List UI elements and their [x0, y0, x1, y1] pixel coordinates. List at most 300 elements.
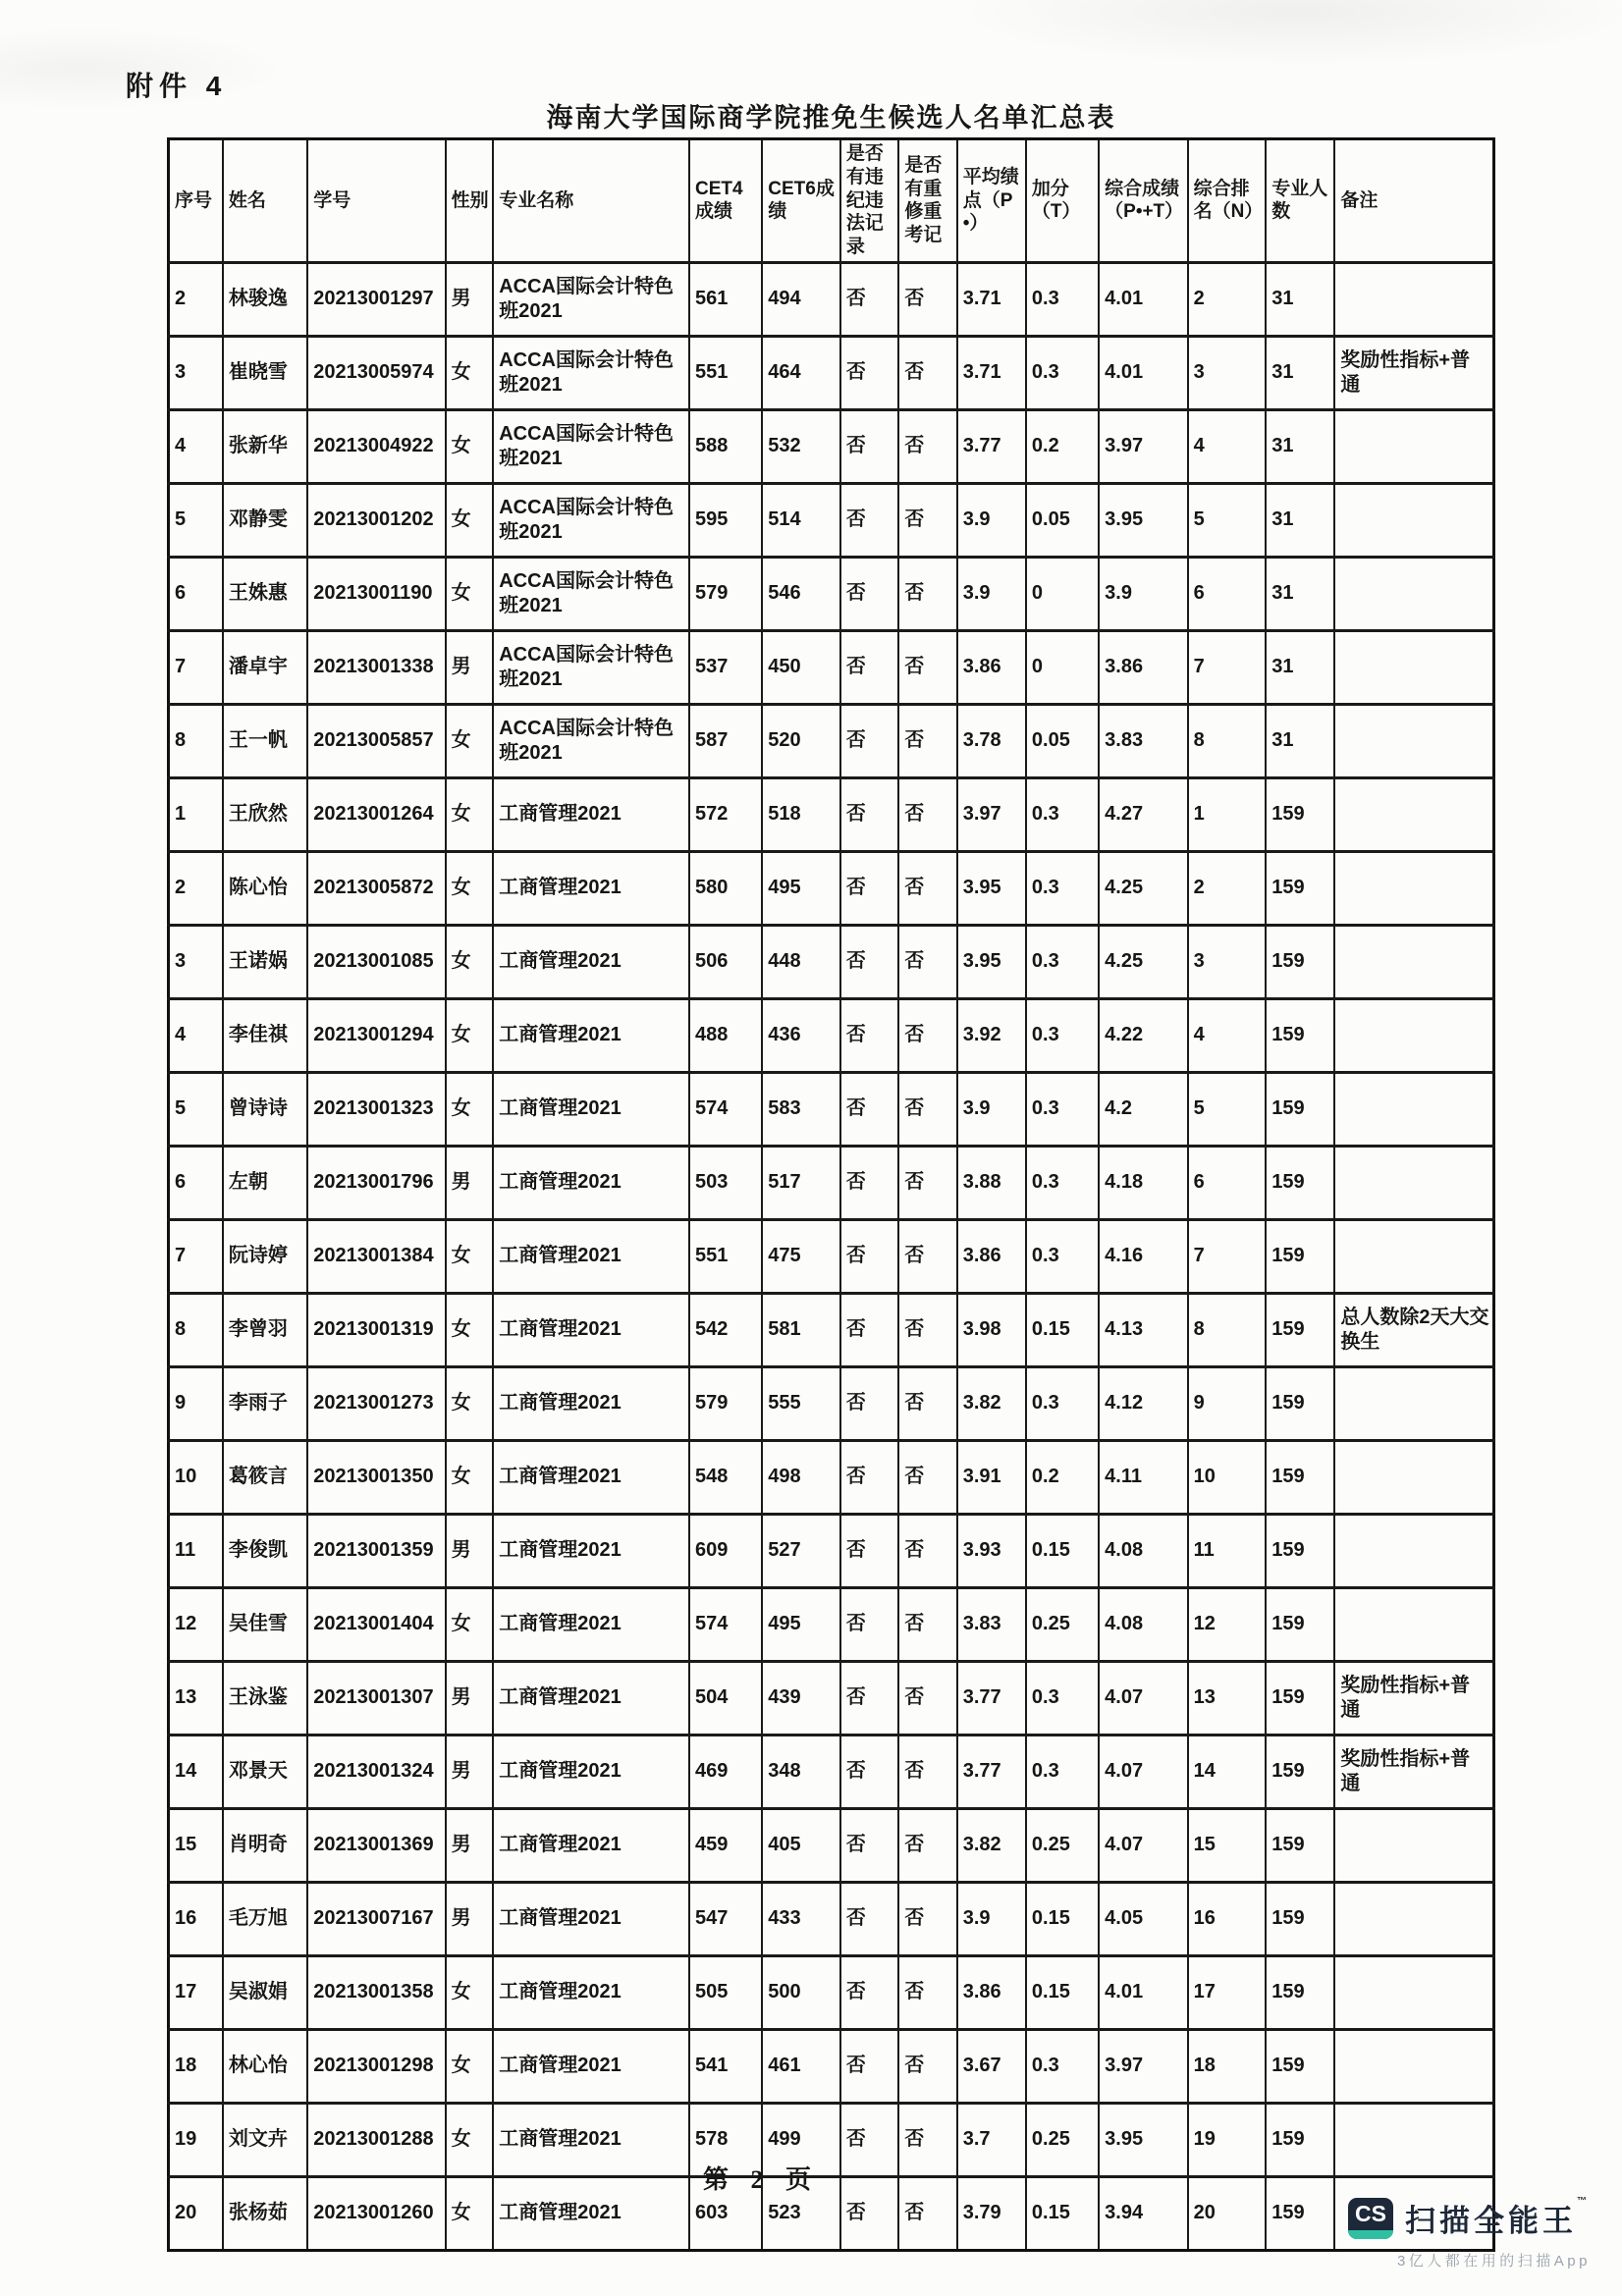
column-header-composite-score: 综合成绩（P•+T）: [1099, 139, 1187, 263]
cell-composite-score: 4.12: [1099, 1366, 1187, 1440]
cell-index: 7: [169, 1219, 223, 1293]
cell-major-count: 159: [1266, 1735, 1334, 1808]
cell-remark: [1334, 1955, 1493, 2029]
cell-cet6: 499: [762, 2103, 840, 2176]
table-row: [169, 2029, 1494, 2103]
cell-retake-record: 否: [898, 851, 956, 925]
camscanner-icon-teal-bar: [1348, 2230, 1393, 2239]
cell-index: 2: [169, 262, 223, 336]
cell-name: 崔晓雪: [223, 336, 307, 409]
cell-student-id: 20213005857: [307, 704, 445, 777]
cell-student-id: 20213005872: [307, 851, 445, 925]
cell-major: 工商管理2021: [493, 1293, 689, 1366]
table-row: [169, 1219, 1494, 1293]
cell-remark: 奖励性指标+普通: [1334, 1661, 1493, 1735]
table-row: [169, 630, 1494, 704]
table-row: [169, 1955, 1494, 2029]
cell-rank: 17: [1188, 1955, 1267, 2029]
cell-composite-score: 4.08: [1099, 1587, 1187, 1661]
cell-gpa: 3.82: [957, 1366, 1026, 1440]
cell-discipline-record: 否: [840, 851, 898, 925]
cell-composite-score: 4.25: [1099, 925, 1187, 998]
table-row: [169, 1882, 1494, 1955]
cell-remark: [1334, 409, 1493, 483]
cell-gpa: 3.9: [957, 1072, 1026, 1146]
cell-retake-record: 否: [898, 1955, 956, 2029]
cell-name: 张杨茹: [223, 2176, 307, 2250]
cell-name: 李佳祺: [223, 998, 307, 1072]
cell-gpa: 3.95: [957, 851, 1026, 925]
cell-rank: 18: [1188, 2029, 1267, 2103]
cell-rank: 8: [1188, 1293, 1267, 1366]
cell-cet6: 514: [762, 483, 840, 557]
cell-index: 19: [169, 2103, 223, 2176]
cell-retake-record: 否: [898, 630, 956, 704]
cell-major: ACCA国际会计特色班2021: [493, 630, 689, 704]
cell-rank: 14: [1188, 1735, 1267, 1808]
cell-index: 1: [169, 777, 223, 851]
cell-cet6: 527: [762, 1514, 840, 1587]
cell-rank: 4: [1188, 998, 1267, 1072]
cell-cet4: 537: [689, 630, 762, 704]
cell-gpa: 3.71: [957, 262, 1026, 336]
cell-remark: [1334, 1219, 1493, 1293]
cell-bonus: 0.3: [1026, 262, 1099, 336]
cell-gpa: 3.92: [957, 998, 1026, 1072]
cell-rank: 13: [1188, 1661, 1267, 1735]
cell-remark: [1334, 262, 1493, 336]
cell-cet6: 494: [762, 262, 840, 336]
cell-remark: [1334, 483, 1493, 557]
cell-bonus: 0.15: [1026, 1514, 1099, 1587]
cell-student-id: 20213001297: [307, 262, 445, 336]
cell-student-id: 20213001323: [307, 1072, 445, 1146]
cell-composite-score: 4.22: [1099, 998, 1187, 1072]
cell-discipline-record: 否: [840, 1440, 898, 1514]
cell-name: 邓景天: [223, 1735, 307, 1808]
cell-cet4: 505: [689, 1955, 762, 2029]
cell-index: 3: [169, 925, 223, 998]
cell-name: 左朝: [223, 1146, 307, 1219]
attachment-label: 附件 4: [126, 71, 228, 101]
camscanner-app-name-text: 扫描全能王: [1405, 2204, 1577, 2238]
cell-major: 工商管理2021: [493, 998, 689, 1072]
cell-remark: [1334, 2029, 1493, 2103]
cell-major: 工商管理2021: [493, 777, 689, 851]
cell-major: 工商管理2021: [493, 1808, 689, 1882]
cell-composite-score: 4.16: [1099, 1219, 1187, 1293]
cell-index: 6: [169, 1146, 223, 1219]
cell-major-count: 159: [1266, 1882, 1334, 1955]
cell-cet4: 572: [689, 777, 762, 851]
cell-index: 5: [169, 483, 223, 557]
cell-name: 曾诗诗: [223, 1072, 307, 1146]
cell-discipline-record: 否: [840, 2103, 898, 2176]
cell-bonus: 0: [1026, 630, 1099, 704]
cell-retake-record: 否: [898, 2176, 956, 2250]
cell-remark: [1334, 704, 1493, 777]
cell-cet6: 405: [762, 1808, 840, 1882]
cell-retake-record: 否: [898, 1882, 956, 1955]
cell-discipline-record: 否: [840, 409, 898, 483]
cell-student-id: 20213001294: [307, 998, 445, 1072]
cell-index: 16: [169, 1882, 223, 1955]
cell-cet6: 583: [762, 1072, 840, 1146]
cell-remark: [1334, 557, 1493, 630]
cell-composite-score: 3.97: [1099, 409, 1187, 483]
cell-composite-score: 4.07: [1099, 1808, 1187, 1882]
cell-discipline-record: 否: [840, 1955, 898, 2029]
cell-student-id: 20213001338: [307, 630, 445, 704]
cell-remark: 奖励性指标+普通: [1334, 1735, 1493, 1808]
cell-remark: [1334, 1366, 1493, 1440]
cell-name: 肖明奇: [223, 1808, 307, 1882]
cell-discipline-record: 否: [840, 704, 898, 777]
table-row: [169, 557, 1494, 630]
cell-index: 11: [169, 1514, 223, 1587]
cell-composite-score: 4.05: [1099, 1882, 1187, 1955]
cell-cet6: 518: [762, 777, 840, 851]
cell-discipline-record: 否: [840, 1514, 898, 1587]
cell-index: 6: [169, 557, 223, 630]
cell-index: 13: [169, 1661, 223, 1735]
cell-name: 陈心怡: [223, 851, 307, 925]
cell-gender: 女: [446, 409, 494, 483]
cell-cet6: 433: [762, 1882, 840, 1955]
cell-major-count: 31: [1266, 262, 1334, 336]
cell-gpa: 3.79: [957, 2176, 1026, 2250]
cell-cet6: 581: [762, 1293, 840, 1366]
cell-composite-score: 4.07: [1099, 1735, 1187, 1808]
table-row: [169, 1366, 1494, 1440]
cell-cet6: 436: [762, 998, 840, 1072]
trademark-symbol: ™: [1577, 2196, 1591, 2207]
cell-gpa: 3.86: [957, 1219, 1026, 1293]
cell-major-count: 159: [1266, 1661, 1334, 1735]
cell-name: 林骏逸: [223, 262, 307, 336]
cell-discipline-record: 否: [840, 1146, 898, 1219]
cell-student-id: 20213005974: [307, 336, 445, 409]
cell-rank: 11: [1188, 1514, 1267, 1587]
cell-major-count: 159: [1266, 1514, 1334, 1587]
cell-student-id: 20213001404: [307, 1587, 445, 1661]
cell-rank: 7: [1188, 630, 1267, 704]
cell-major: ACCA国际会计特色班2021: [493, 483, 689, 557]
cell-major-count: 31: [1266, 557, 1334, 630]
cell-student-id: 20213001202: [307, 483, 445, 557]
cell-major: 工商管理2021: [493, 925, 689, 998]
cell-name: 潘卓宇: [223, 630, 307, 704]
cell-gpa: 3.9: [957, 557, 1026, 630]
cell-gpa: 3.83: [957, 1587, 1026, 1661]
page-number: 第 2 页: [702, 2165, 819, 2194]
cell-gpa: 3.77: [957, 409, 1026, 483]
cell-discipline-record: 否: [840, 262, 898, 336]
cell-bonus: 0.3: [1026, 2029, 1099, 2103]
cell-student-id: 20213001273: [307, 1366, 445, 1440]
cell-student-id: 20213001358: [307, 1955, 445, 2029]
cell-index: 17: [169, 1955, 223, 2029]
cell-major-count: 159: [1266, 1146, 1334, 1219]
cell-remark: [1334, 1072, 1493, 1146]
cell-name: 李俊凯: [223, 1514, 307, 1587]
cell-cet4: 603: [689, 2176, 762, 2250]
table-row: [169, 262, 1494, 336]
cell-major: 工商管理2021: [493, 1146, 689, 1219]
cell-bonus: 0.25: [1026, 1587, 1099, 1661]
cell-major: ACCA国际会计特色班2021: [493, 409, 689, 483]
table-row: [169, 851, 1494, 925]
cell-student-id: 20213001796: [307, 1146, 445, 1219]
cell-rank: 10: [1188, 1440, 1267, 1514]
cell-composite-score: 4.2: [1099, 1072, 1187, 1146]
cell-composite-score: 3.97: [1099, 2029, 1187, 2103]
column-header-index: 序号: [169, 139, 223, 263]
cell-gender: 女: [446, 2029, 494, 2103]
table-row: [169, 1735, 1494, 1808]
cell-name: 林心怡: [223, 2029, 307, 2103]
cell-major: 工商管理2021: [493, 1955, 689, 2029]
cell-major: 工商管理2021: [493, 1514, 689, 1587]
cell-retake-record: 否: [898, 1661, 956, 1735]
cell-composite-score: 3.9: [1099, 557, 1187, 630]
cell-major-count: 159: [1266, 2029, 1334, 2103]
cell-rank: 3: [1188, 336, 1267, 409]
cell-retake-record: 否: [898, 1514, 956, 1587]
cell-name: 王欣然: [223, 777, 307, 851]
cell-student-id: 20213001319: [307, 1293, 445, 1366]
table-row: [169, 925, 1494, 998]
cell-gpa: 3.98: [957, 1293, 1026, 1366]
cell-name: 邓静雯: [223, 483, 307, 557]
cell-gender: 男: [446, 1661, 494, 1735]
column-header-gender: 性别: [446, 139, 494, 263]
cell-major-count: 31: [1266, 409, 1334, 483]
cell-remark: [1334, 1514, 1493, 1587]
cell-bonus: 0.3: [1026, 925, 1099, 998]
cell-discipline-record: 否: [840, 336, 898, 409]
cell-discipline-record: 否: [840, 1735, 898, 1808]
cell-discipline-record: 否: [840, 630, 898, 704]
cell-retake-record: 否: [898, 704, 956, 777]
column-header-major-count: 专业人数: [1266, 139, 1334, 263]
cell-major-count: 31: [1266, 336, 1334, 409]
cell-cet4: 579: [689, 1366, 762, 1440]
table-row: [169, 1808, 1494, 1882]
cell-discipline-record: 否: [840, 1882, 898, 1955]
cell-retake-record: 否: [898, 1219, 956, 1293]
cell-gender: 女: [446, 925, 494, 998]
column-header-retake-record: 是否有重修重考记: [898, 139, 956, 263]
cell-index: 12: [169, 1587, 223, 1661]
cell-bonus: 0.3: [1026, 1072, 1099, 1146]
cell-discipline-record: 否: [840, 1293, 898, 1366]
cell-rank: 5: [1188, 1072, 1267, 1146]
cell-rank: 3: [1188, 925, 1267, 998]
cell-cet4: 580: [689, 851, 762, 925]
cell-major: 工商管理2021: [493, 1882, 689, 1955]
cell-gpa: 3.91: [957, 1440, 1026, 1514]
cell-cet6: 495: [762, 1587, 840, 1661]
cell-major-count: 159: [1266, 851, 1334, 925]
cell-name: 李曾羽: [223, 1293, 307, 1366]
cell-bonus: 0.3: [1026, 851, 1099, 925]
cell-cet6: 461: [762, 2029, 840, 2103]
cell-bonus: 0.3: [1026, 998, 1099, 1072]
cell-gender: 女: [446, 557, 494, 630]
cell-gender: 女: [446, 1293, 494, 1366]
cell-bonus: 0.25: [1026, 1808, 1099, 1882]
cell-remark: [1334, 851, 1493, 925]
table-row: [169, 1514, 1494, 1587]
cell-student-id: 20213001190: [307, 557, 445, 630]
cell-retake-record: 否: [898, 1072, 956, 1146]
cell-cet4: 587: [689, 704, 762, 777]
cell-cet6: 495: [762, 851, 840, 925]
cell-index: 5: [169, 1072, 223, 1146]
cell-bonus: 0.15: [1026, 1955, 1099, 2029]
cell-name: 刘文卉: [223, 2103, 307, 2176]
cell-bonus: 0: [1026, 557, 1099, 630]
cell-gender: 女: [446, 1587, 494, 1661]
cell-bonus: 0.2: [1026, 409, 1099, 483]
cell-cet4: 561: [689, 262, 762, 336]
cell-rank: 15: [1188, 1808, 1267, 1882]
cell-bonus: 0.15: [1026, 2176, 1099, 2250]
cell-cet6: 532: [762, 409, 840, 483]
cell-retake-record: 否: [898, 777, 956, 851]
table-row: [169, 483, 1494, 557]
cell-student-id: 20213004922: [307, 409, 445, 483]
cell-remark: [1334, 1146, 1493, 1219]
cell-rank: 19: [1188, 2103, 1267, 2176]
cell-cet6: 498: [762, 1440, 840, 1514]
cell-student-id: 20213001324: [307, 1735, 445, 1808]
column-header-discipline-record: 是否有违纪违法记录: [840, 139, 898, 263]
cell-major-count: 31: [1266, 704, 1334, 777]
cell-cet6: 546: [762, 557, 840, 630]
cell-gpa: 3.97: [957, 777, 1026, 851]
camscanner-tagline: 3亿人都在用的扫描App: [1396, 2253, 1591, 2269]
cell-name: 吴佳雪: [223, 1587, 307, 1661]
column-header-major: 专业名称: [493, 139, 689, 263]
cell-retake-record: 否: [898, 1366, 956, 1440]
table-row: [169, 1293, 1494, 1366]
table-row: [169, 777, 1494, 851]
table-row: [169, 1440, 1494, 1514]
cell-cet6: 500: [762, 1955, 840, 2029]
column-header-cet6: CET6成绩: [762, 139, 840, 263]
cell-major: 工商管理2021: [493, 851, 689, 925]
cell-gender: 男: [446, 1808, 494, 1882]
cell-remark: [1334, 998, 1493, 1072]
cell-major-count: 159: [1266, 925, 1334, 998]
cell-gpa: 3.86: [957, 1955, 1026, 2029]
cell-rank: 2: [1188, 262, 1267, 336]
cell-composite-score: 4.11: [1099, 1440, 1187, 1514]
cell-major: 工商管理2021: [493, 1661, 689, 1735]
cell-cet4: 578: [689, 2103, 762, 2176]
cell-bonus: 0.3: [1026, 336, 1099, 409]
cell-index: 18: [169, 2029, 223, 2103]
cell-rank: 2: [1188, 851, 1267, 925]
cell-composite-score: 4.01: [1099, 1955, 1187, 2029]
cell-cet6: 475: [762, 1219, 840, 1293]
cell-retake-record: 否: [898, 2103, 956, 2176]
cell-remark: [1334, 1440, 1493, 1514]
cell-composite-score: 4.07: [1099, 1661, 1187, 1735]
cell-major-count: 159: [1266, 1955, 1334, 2029]
cell-cet4: 588: [689, 409, 762, 483]
column-header-name: 姓名: [223, 139, 307, 263]
cell-gender: 女: [446, 851, 494, 925]
cell-rank: 20: [1188, 2176, 1267, 2250]
cell-major: 工商管理2021: [493, 1735, 689, 1808]
cell-major-count: 159: [1266, 1808, 1334, 1882]
cell-cet6: 520: [762, 704, 840, 777]
cell-remark: [1334, 1587, 1493, 1661]
cell-retake-record: 否: [898, 1808, 956, 1882]
cell-index: 7: [169, 630, 223, 704]
cell-cet6: 448: [762, 925, 840, 998]
cell-cet4: 595: [689, 483, 762, 557]
cell-cet4: 547: [689, 1882, 762, 1955]
cell-discipline-record: 否: [840, 2029, 898, 2103]
cell-composite-score: 3.83: [1099, 704, 1187, 777]
cell-cet6: 555: [762, 1366, 840, 1440]
cell-student-id: 20213001288: [307, 2103, 445, 2176]
cell-discipline-record: 否: [840, 1366, 898, 1440]
cell-gender: 男: [446, 1514, 494, 1587]
cell-gender: 男: [446, 1146, 494, 1219]
cell-name: 王诺娲: [223, 925, 307, 998]
cell-major: 工商管理2021: [493, 1072, 689, 1146]
cell-student-id: 20213001384: [307, 1219, 445, 1293]
cell-remark: 奖励性指标+普通: [1334, 336, 1493, 409]
cell-rank: 6: [1188, 1146, 1267, 1219]
cell-major: ACCA国际会计特色班2021: [493, 557, 689, 630]
cell-bonus: 0.3: [1026, 1735, 1099, 1808]
table-row: [169, 1661, 1494, 1735]
cell-name: 吴淑娟: [223, 1955, 307, 2029]
cell-bonus: 0.05: [1026, 704, 1099, 777]
cell-rank: 8: [1188, 704, 1267, 777]
cell-cet6: 517: [762, 1146, 840, 1219]
cell-bonus: 0.25: [1026, 2103, 1099, 2176]
cell-remark: [1334, 925, 1493, 998]
cell-cet4: 504: [689, 1661, 762, 1735]
cell-bonus: 0.3: [1026, 1366, 1099, 1440]
cell-retake-record: 否: [898, 409, 956, 483]
cell-major-count: 159: [1266, 1587, 1334, 1661]
cell-rank: 4: [1188, 409, 1267, 483]
cell-cet4: 541: [689, 2029, 762, 2103]
document-title: 海南大学国际商学院推免生候选人名单汇总表: [546, 103, 1116, 133]
table-row: [169, 1072, 1494, 1146]
cell-retake-record: 否: [898, 2029, 956, 2103]
cell-cet4: 503: [689, 1146, 762, 1219]
cell-bonus: 0.3: [1026, 1661, 1099, 1735]
column-header-gpa: 平均绩点（P•）: [957, 139, 1026, 263]
cell-gpa: 3.78: [957, 704, 1026, 777]
cell-student-id: 20213007167: [307, 1882, 445, 1955]
cell-discipline-record: 否: [840, 1661, 898, 1735]
cell-index: 15: [169, 1808, 223, 1882]
column-header-student-id: 学号: [307, 139, 445, 263]
cell-major-count: 31: [1266, 483, 1334, 557]
cell-remark: [1334, 777, 1493, 851]
cell-gender: 女: [446, 1955, 494, 2029]
